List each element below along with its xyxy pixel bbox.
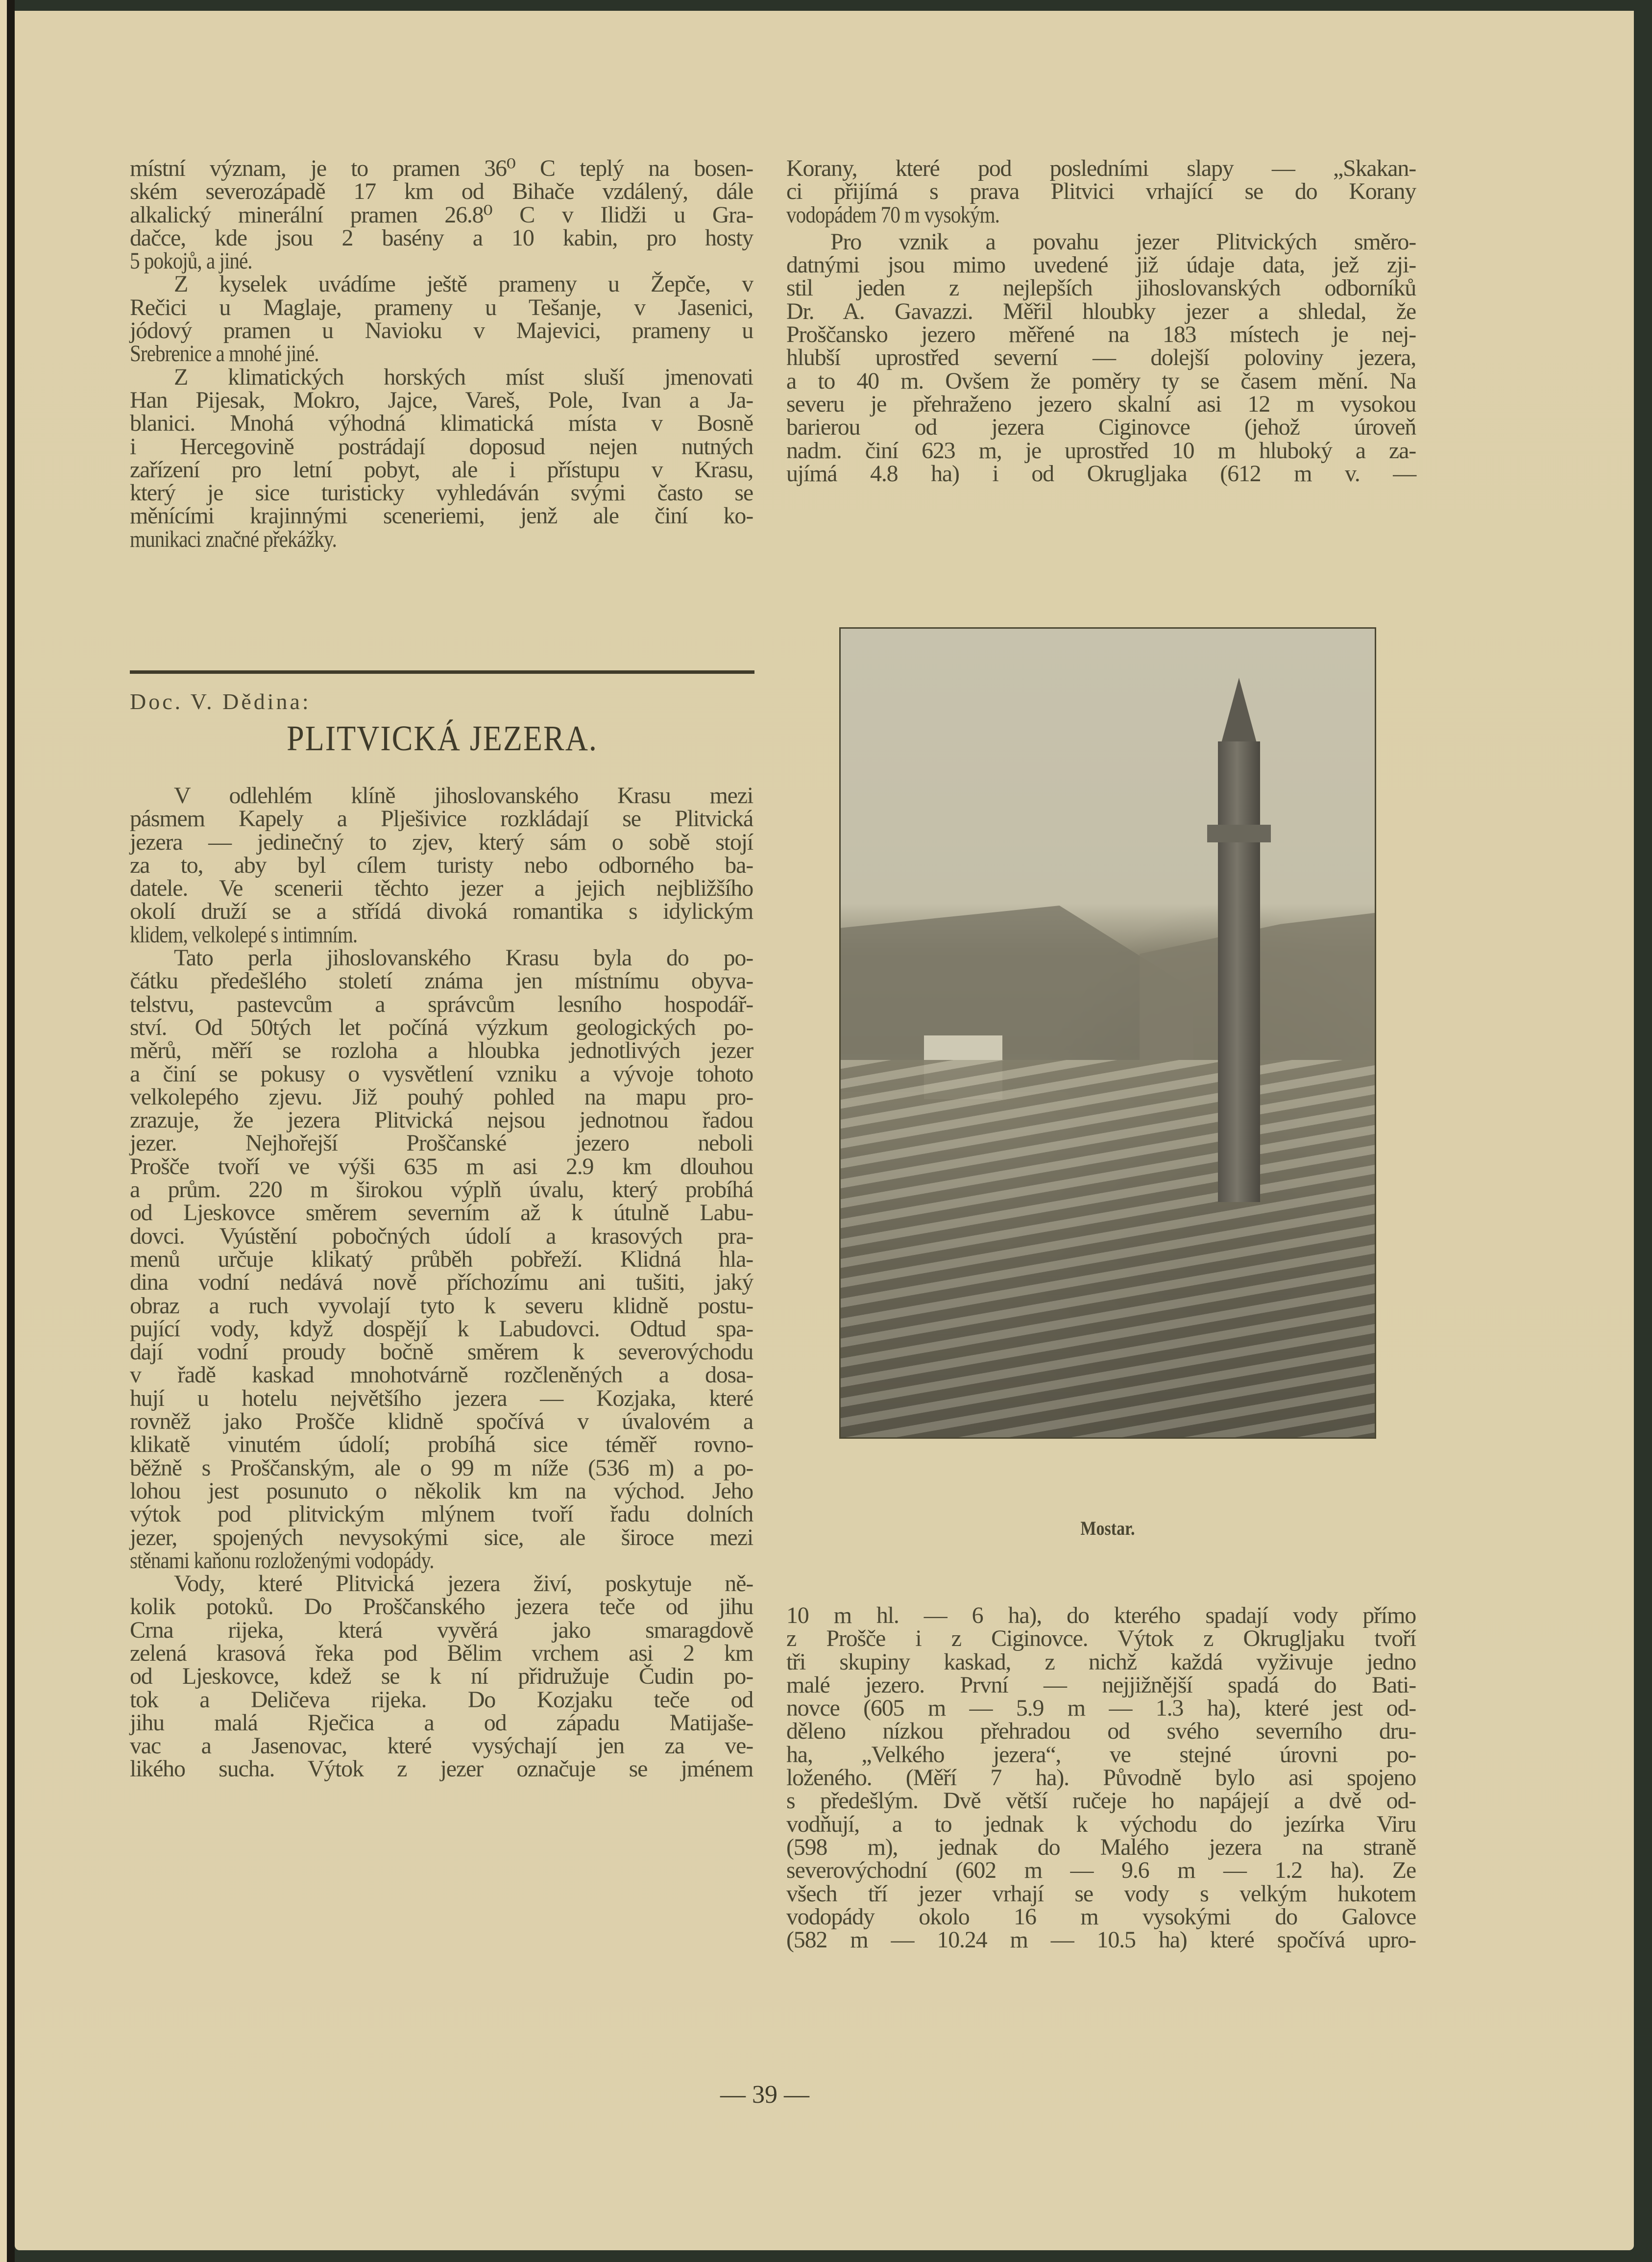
text-line: čátku předešlého století známa jen místnímu obyva- [130,968,753,994]
text-line: (582 m — 10.24 m — 10.5 ha) které spočívá upro- [786,1927,1416,1953]
text-line: Korany, které pod posledními slapy — „Skakan- [786,155,1416,181]
text-line: Rečici u Maglaje, prameny u Tešanje, v Jasenici, [130,294,753,320]
text-line: Vody, které Plitvická jezera živí, poskytuje ně- [174,1571,753,1597]
page-number: — 39 — [720,2081,809,2109]
text-line: z Prošče i z Ciginovce. Výtok z Okrugljaku tvoří [786,1625,1416,1652]
text-line: klidem, velkolepé s intimním. [130,921,358,948]
text-line: výtok pod plitvickým mlýnem tvoří řadu dolních [130,1501,753,1527]
mostar-photograph [839,627,1376,1439]
text-line: V odlehlém klíně jihoslovanského Krasu mezi [174,783,753,809]
text-line: ci přijímá s prava Plitvici vrhající se do Korany [786,178,1416,205]
text-line: tok a Deličeva rijeka. Do Kozjaku teče od [130,1686,753,1713]
text-line: v řadě kaskad mnohotvárně rozčleněných a dosa- [130,1362,753,1388]
text-line: Dr. A. Gavazzi. Měřil hloubky jezer a shledal, že [786,298,1416,324]
text-line: severovýchodní (602 m — 9.6 m — 1.2 ha). Ze [786,1857,1416,1884]
text-line: dovci. Vyústění pobočných údolí a krasových pra- [130,1223,753,1249]
text-line: i Hercegovině postrádají doposud nejen nutných [130,433,753,460]
text-line: Z kyselek uvádíme ještě prameny u Žepče, v [174,271,753,297]
text-line: s předešlým. Dvě větší ručeje ho napájejí a dvě od- [786,1788,1416,1814]
text-line: nadm. činí 623 m, je uprostřed 10 m hluboký a za- [786,437,1416,464]
text-line: ství. Od 50tých let počíná výzkum geologických po- [130,1014,753,1040]
text-line: okolí druží se a střídá divoká romantika s idylickým [130,898,753,925]
right-column-top [786,157,1416,485]
text-line: za to, aby byl cílem turisty nebo odborného ba- [130,852,753,878]
text-line: severu je přehraženo jezero skalní asi 12 m vysokou [786,391,1416,417]
text-line: malé jezero. První — nejjižnější spadá do Bati- [786,1672,1416,1698]
text-line: ském severozápadě 17 km od Bihače vzdálený, dále [130,178,753,205]
text-line: obraz a ruch vyvolají tyto k severu klidně postu- [130,1292,753,1319]
text-line: od Ljeskovce směrem severním až k útulně Labu- [130,1200,753,1226]
text-line: likého sucha. Výtok z jezer označuje se jménem [130,1756,753,1782]
text-line: stěnami kaňonu rozloženými vodopády. [130,1547,434,1574]
text-line: dají vodní proudy bočně směrem k severovýchodu [130,1339,753,1365]
text-line: vodopády okolo 16 m vysokými do Galovce [786,1903,1416,1930]
article-title: PLITVICKÁ JEZERA. [287,718,598,759]
section-divider-rule [130,670,754,674]
text-line: barierou od jezera Ciginovce (jehož úroveň [786,414,1416,441]
text-line: Pro vznik a povahu jezer Plitvických směro- [830,228,1416,255]
photo-minaret [1218,741,1260,1202]
text-line: jihu malá Rječica a od západu Matijaše- [130,1709,753,1736]
text-line: velkolepého zjevu. Již pouhý pohled na mapu pro- [130,1083,753,1110]
text-line: kolik potoků. Do Proščanského jezera teče od jihu [130,1594,753,1620]
text-line: a to 40 m. Ovšem že poměry ty se časem mění. Na [786,368,1416,394]
text-line: datnými jsou mimo uvedené již údaje data, jež zji- [786,252,1416,278]
text-line: běžně s Proščanským, ale o 99 m níže (536 m) a po- [130,1454,753,1481]
text-line: alkalický minerální pramen 26.8⁰ C v Ilidži u Gra- [130,201,753,228]
text-line: ha, „Velkého jezera“, ve stejné úrovni po- [786,1741,1416,1768]
text-line: místní význam, je to pramen 36⁰ C teplý na bosen- [130,155,753,181]
text-line: ujímá 4.8 ha) i od Okrugljaka (612 m v. — [786,460,1416,487]
photo-minaret-cone [1220,678,1258,746]
text-line: klikatě vinutém údolí; probíhá sice téměř rovno- [130,1431,753,1458]
text-line: hují u hotelu největšího jezera — Kozjaka, které [130,1385,753,1411]
text-line: a prům. 220 m širokou výplň úvalu, který probíhá [130,1177,753,1203]
text-line: Han Pijesak, Mokro, Jajce, Vareš, Pole, Ivan a Ja- [130,387,753,413]
figure-caption: Mostar. [1080,1517,1135,1539]
text-line: Crna rijeka, která vyvěrá jako smaragdově [130,1617,753,1643]
text-line: tři skupiny kaskad, z nichž každá vyživuje jedno [786,1648,1416,1675]
text-line: telstvu, pastevcům a správcům lesního hospodář- [130,991,753,1017]
text-line: všech tří jezer vrhají se vody s velkým hukotem [786,1880,1416,1907]
article-byline: Doc. V. Dědina: [130,689,311,714]
text-line: jódový pramen u Navioku v Majevici, prameny u [130,318,753,344]
text-line: menů určuje klikatý průběh pobřeží. Klidná hla- [130,1246,753,1272]
text-line: vodopádem 70 m vysokým. [786,201,999,228]
text-line: vac a Jasenovac, které vysýchají jen za ve- [130,1733,753,1759]
text-line: rovněž jako Prošče klidně spočívá v úvalovém a [130,1408,753,1435]
text-line: hlubší uprostřed severní — dolejší poloviny jezera, [786,344,1416,371]
text-line: jezera — jedinečný to zjev, který sám o sobě stojí [130,829,753,855]
text-line: Prošče tvoří ve výši 635 m asi 2.9 km dlouhou [130,1153,753,1180]
text-line: jezer. Nejhořejší Proščanské jezero neboli [130,1130,753,1156]
left-column-intro [130,157,753,551]
text-line: blanici. Mnohá výhodná klimatická místa v Bosně [130,410,753,437]
text-line: od Ljeskovce, kdež se k ní přidružuje Čudin po- [130,1663,753,1690]
text-line: pující vody, když dospějí k Labudovci. Odtud spa- [130,1315,753,1342]
photo-town-rooftops [841,1060,1375,1437]
text-line: zrazuje, že jezera Plitvická nejsou jednotnou řadou [130,1107,753,1133]
text-line: Srebrenice a mnohé jiné. [130,341,319,367]
text-line: Z klimatických horských míst sluší jmenovati [174,364,753,390]
text-line: dačce, kde jsou 2 basény a 10 kabin, pro hosty [130,224,753,251]
text-line: novce (605 m — 5.9 m — 1.3 ha), které jest od- [786,1695,1416,1721]
text-line: loženého. (Měří 7 ha). Původně bylo asi spojeno [786,1765,1416,1791]
text-line: zelená krasová řeka pod Bělim vrchem asi 2 km [130,1640,753,1666]
photo-minaret-balcony [1207,825,1271,842]
text-line: měnícími krajinnými sceneriemi, jenž ale činí ko- [130,503,753,529]
text-line: vodňují, a to jednak k východu do jezírka Viru [786,1811,1416,1837]
text-line: Tato perla jihoslovanského Krasu byla do po- [174,945,753,971]
text-line: munikaci značné překážky. [130,526,337,552]
text-line: dina vodní nedává nově příchozímu ani tušiti, jaký [130,1269,753,1296]
text-line: Proščansko jezero měřené na 183 místech je nej- [786,321,1416,348]
right-column-bottom [786,1604,1416,1951]
text-line: děleno nízkou přehradou od svého severního dru- [786,1718,1416,1745]
text-line: datele. Ve scenerii těchto jezer a jejich nejbližšího [130,875,753,902]
text-line: pásmem Kapely a Plješivice rozkládají se Plitvická [130,806,753,832]
text-line: stil jeden z nejlepších jihoslovanských odborníků [786,275,1416,301]
text-line: měrů, měří se rozloha a hloubka jednotlivých jezer [130,1037,753,1064]
page-binding-edge [0,0,15,2262]
text-line: lohou jest posunuto o několik km na východ. Jeho [130,1477,753,1504]
text-line: (598 m), jednak do Malého jezera na straně [786,1834,1416,1860]
text-line: 10 m hl. — 6 ha), do kterého spadají vody přímo [786,1602,1416,1628]
text-line: a činí se pokusy o vysvětlení vzniku a vývoje tohoto [130,1060,753,1087]
article-body-left [130,784,753,1781]
text-line: jezer, spojených nevysokými sice, ale široce mezi [130,1524,753,1550]
text-line: který je sice turisticky vyhledáván svými často se [130,480,753,506]
text-line: zařízení pro letní pobyt, ale i přístupu v Krasu, [130,456,753,483]
text-line: 5 pokojů, a jiné. [130,248,252,274]
